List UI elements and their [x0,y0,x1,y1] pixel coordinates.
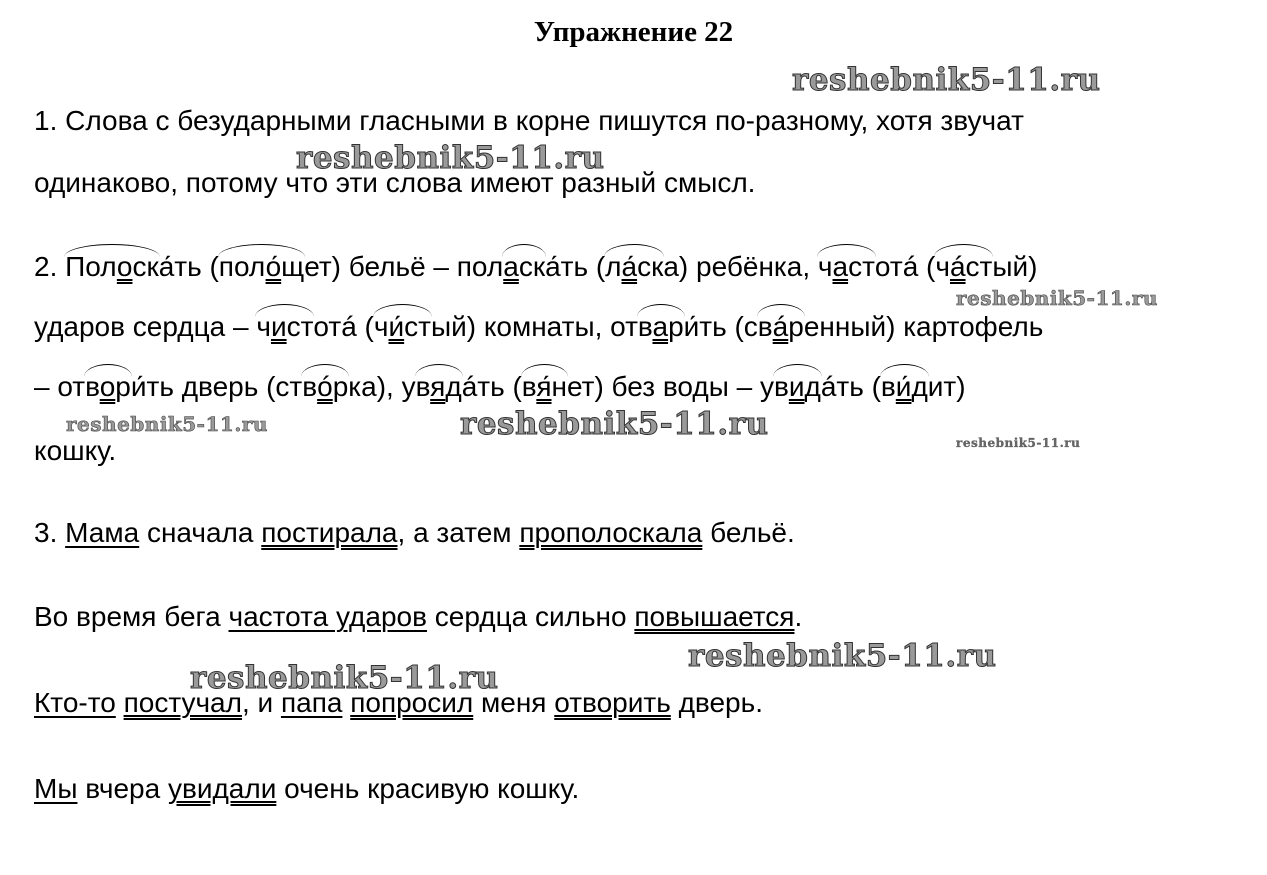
word-root: поло́щ [218,251,305,282]
subject: Мама [65,517,140,548]
sentence-1: 3. Мама сначала постирала, а затем прополоскала бельё. [34,517,795,548]
word-root: чáст [935,251,993,282]
word-root: ла́ск [605,251,664,282]
predicate: постирала [261,517,398,548]
watermark: reshebnik5-11.ru [460,406,769,442]
predicate: попросил [350,687,474,718]
word-root: чист [256,311,314,342]
watermark: reshebnik5-11.ru [296,140,605,176]
answer-1-line-2: одинаково, потому что эти слова имеют разный смысл. [34,167,756,198]
predicate: постучал [123,687,242,718]
sentence-4: Мы вчера увидали очень красивую кошку. [34,773,580,804]
sentence-3: Кто-то постучал, и папа попросил меня отворить дверь. [34,687,763,718]
sentence-2: Во время бега частота ударов сердца сильно повышается. [34,601,803,632]
word-root: вóр [302,371,349,402]
answer-2-line-4: кошку. [34,435,117,466]
word-root: чи́ст [373,311,431,342]
answer-1-line-1: 1. Слова с безударными гласными в корне пишутся по-разному, хотя звучат [34,105,1024,136]
predicate: отворить [554,687,671,718]
watermark: reshebnik5-11.ru [190,660,499,696]
page-title: Упражнение 22 [533,16,734,48]
word-root: вáр [757,311,804,342]
watermark: reshebnik5-11.ru [956,286,1158,310]
word-root: вор [85,371,131,402]
subject: Мы [34,773,78,804]
word-root: вяд [415,371,462,402]
answer-2-line-2: ударов сердца – чистотá (чи́стый) комнаты, отвари́ть (свáренный) картофель [34,311,1044,342]
word-root: ви́д [880,371,928,402]
watermark: reshebnik5-11.ru [792,62,1101,98]
subject: Кто-то [34,687,116,718]
predicate: прополоскала [519,517,703,548]
predicate: повышается [634,601,795,632]
predicate: увидали [167,773,277,804]
answer-2-line-3: – отвори́ть дверь (ствóрка), увядáть (вя́нет) без воды – увидáть (ви́дит) [34,371,966,402]
word-root: част [817,251,875,282]
word-root: вя́н [521,371,567,402]
word-root: Полоск [65,251,159,282]
subject: частота ударов [228,601,427,632]
watermark: reshebnik5-11.ru [688,638,997,674]
word-root: вар [637,311,684,342]
word-root: аск [503,251,546,282]
subject: папа [280,687,343,718]
watermark: reshebnik5-11.ru [956,436,1081,450]
answer-2-line-1: 2. Полоска́ть (поло́щет) бельё – поласка́ть (ла́ска) ребёнка, частотá (чáстый) [34,251,1038,282]
word-root: вид [773,371,821,402]
watermark: reshebnik5-11.ru [66,412,268,436]
